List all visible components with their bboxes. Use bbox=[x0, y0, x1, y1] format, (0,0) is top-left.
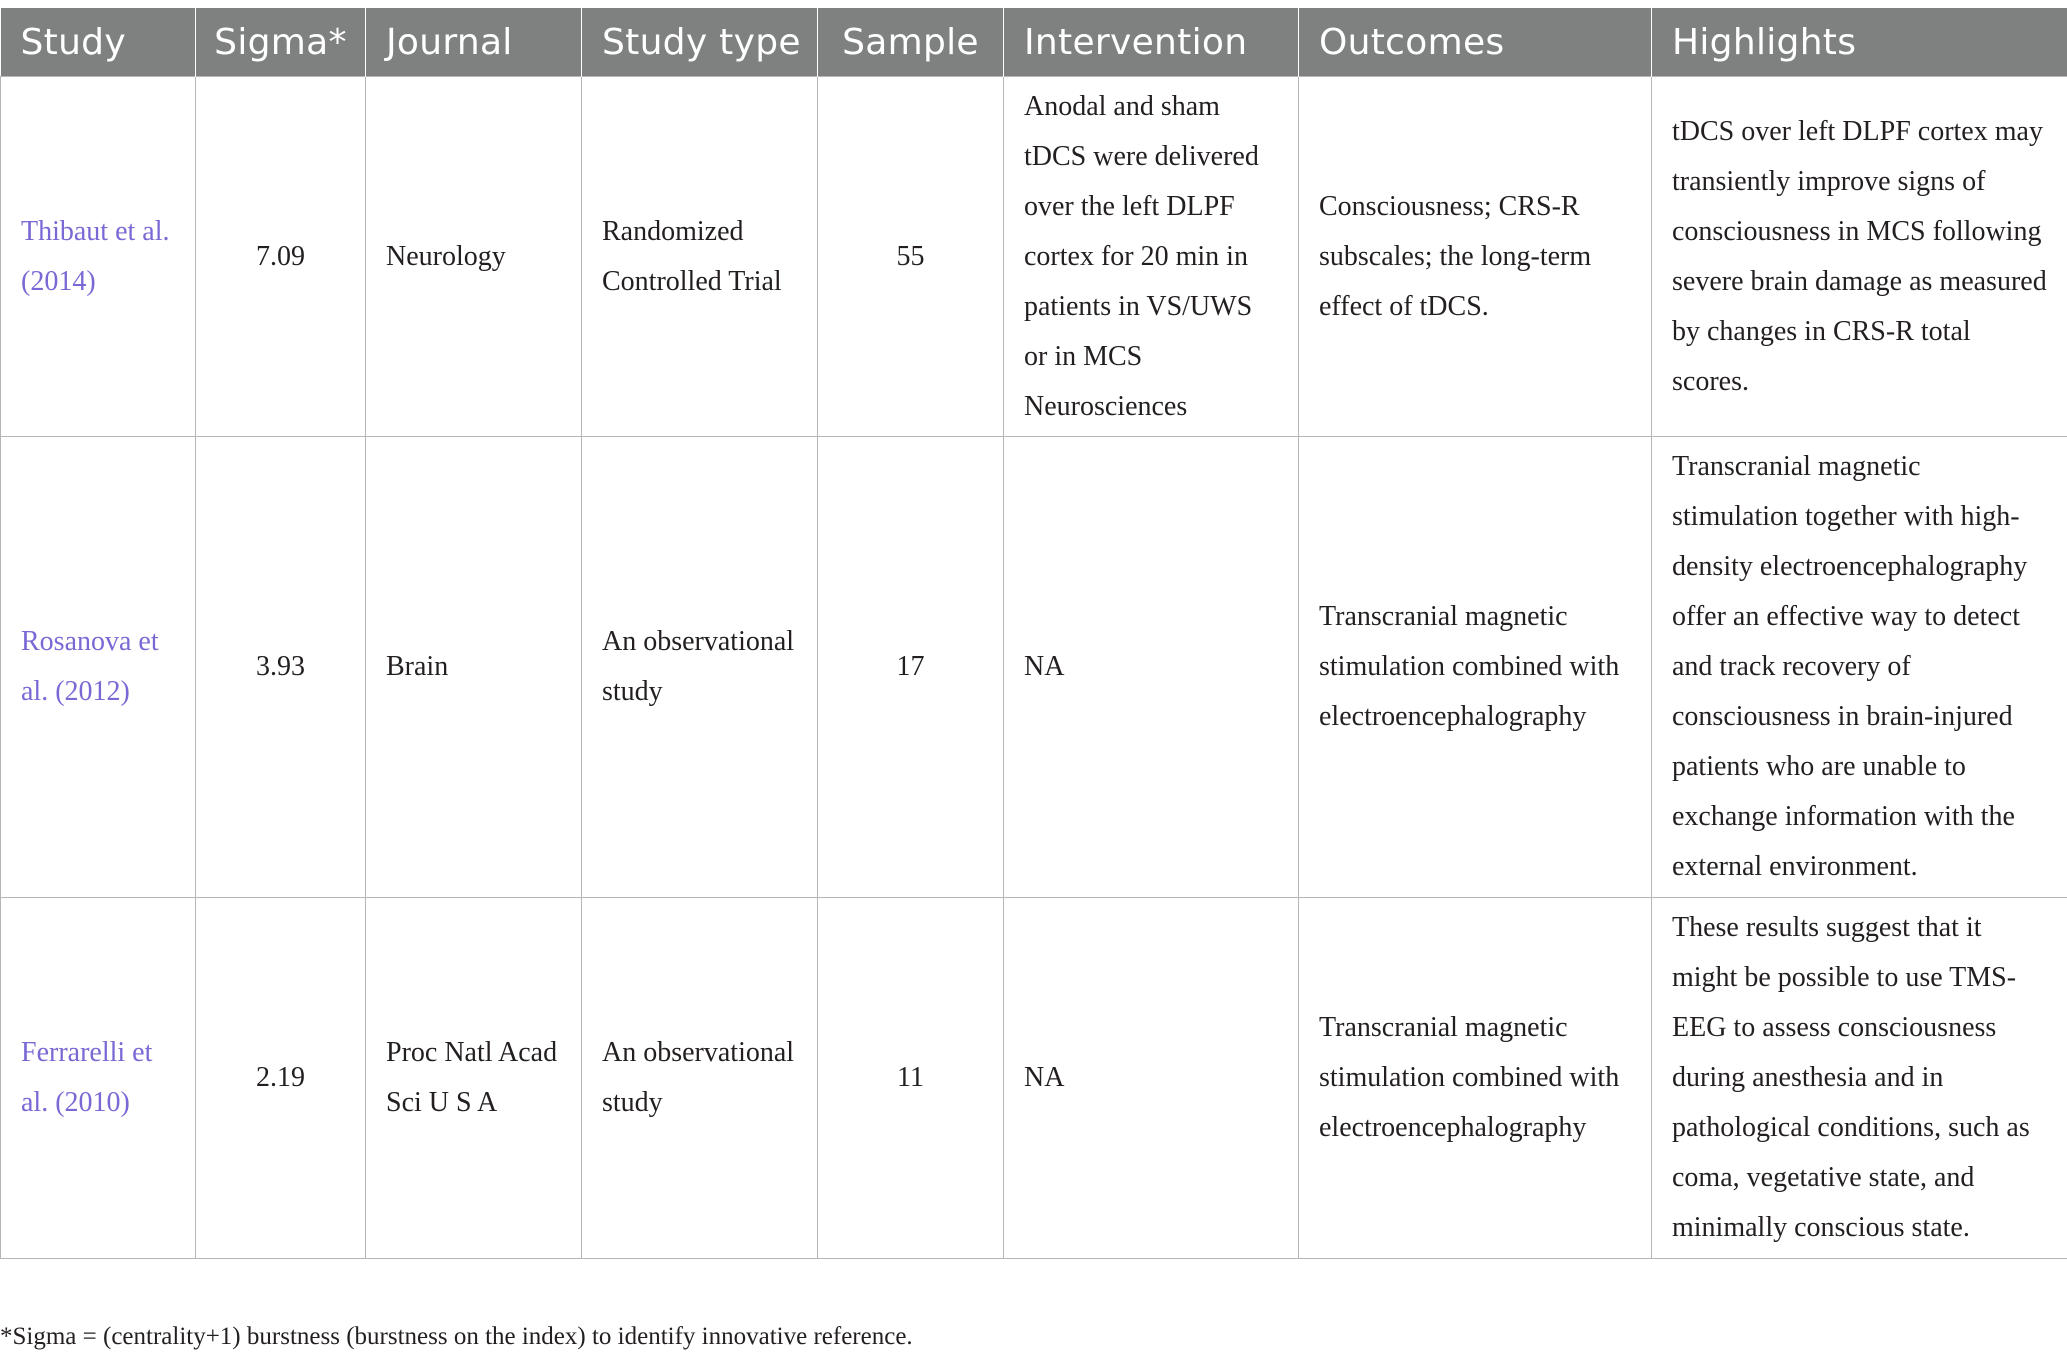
header-study: Study bbox=[1, 8, 196, 77]
table-row bbox=[1, 898, 2067, 1259]
study-citation-link[interactable]: Thibaut et al. (2014) bbox=[21, 215, 170, 297]
table-row bbox=[1, 437, 2067, 898]
cell-sample: 11 bbox=[818, 898, 1004, 1259]
cell-sigma: 7.09 bbox=[196, 77, 366, 437]
cell-highlights: Transcranial magnetic stimulation together with high-density electroencephalography offer an effective way to detect and track recovery of consciousness in brain-injured patients who are unable to exchange information with the external environment. bbox=[1652, 437, 2067, 898]
header-journal: Journal bbox=[366, 8, 582, 77]
header-sample: Sample bbox=[818, 8, 1004, 77]
cell-intervention: NA bbox=[1004, 437, 1299, 898]
header-study-type: Study type bbox=[582, 8, 818, 77]
studies-table bbox=[0, 8, 2067, 1259]
table-header-row bbox=[1, 8, 2067, 77]
header-sigma: Sigma* bbox=[196, 8, 366, 77]
cell-study bbox=[1, 77, 196, 437]
cell-journal: Brain bbox=[366, 437, 582, 898]
cell-journal: Neurology bbox=[366, 77, 582, 437]
cell-study bbox=[1, 898, 196, 1259]
table-row bbox=[1, 77, 2067, 437]
cell-outcomes: Transcranial magnetic stimulation combined with electroencephalography bbox=[1299, 437, 1652, 898]
cell-outcomes: Transcranial magnetic stimulation combined with electroencephalography bbox=[1299, 898, 1652, 1259]
cell-study-type: An observational study bbox=[582, 898, 818, 1259]
study-citation-link[interactable]: Rosanova et al. (2012) bbox=[21, 626, 159, 707]
cell-highlights: These results suggest that it might be possible to use TMS-EEG to assess consciousness during anesthesia and in pathological conditions, such as coma, vegetative state, and minimally conscious state. bbox=[1652, 898, 2067, 1259]
cell-journal: Proc Natl Acad Sci U S A bbox=[366, 898, 582, 1259]
cell-outcomes: Consciousness; CRS-R subscales; the long-term effect of tDCS. bbox=[1299, 77, 1652, 437]
studies-table-container bbox=[0, 8, 2067, 1259]
cell-study bbox=[1, 437, 196, 898]
cell-sigma: 3.93 bbox=[196, 437, 366, 898]
cell-study-type: An observational study bbox=[582, 437, 818, 898]
cell-sample: 55 bbox=[818, 77, 1004, 437]
cell-sigma: 2.19 bbox=[196, 898, 366, 1259]
header-outcomes: Outcomes bbox=[1299, 8, 1652, 77]
cell-study-type: Randomized Controlled Trial bbox=[582, 77, 818, 437]
cell-sample: 17 bbox=[818, 437, 1004, 898]
cell-highlights: tDCS over left DLPF cortex may transiently improve signs of consciousness in MCS following severe brain damage as measured by changes in CRS-R total scores. bbox=[1652, 77, 2067, 437]
header-highlights: Highlights bbox=[1652, 8, 2067, 77]
cell-intervention: NA bbox=[1004, 898, 1299, 1259]
study-citation-link[interactable]: Ferrarelli et al. (2010) bbox=[21, 1037, 153, 1118]
cell-intervention: Anodal and sham tDCS were delivered over the left DLPF cortex for 20 min in patients in VS/UWS or in MCS Neurosciences bbox=[1004, 77, 1299, 437]
table-footnote: *Sigma = (centrality+1) burstness (burstness on the index) to identify innovative reference. bbox=[0, 1323, 913, 1350]
header-intervention: Intervention bbox=[1004, 8, 1299, 77]
